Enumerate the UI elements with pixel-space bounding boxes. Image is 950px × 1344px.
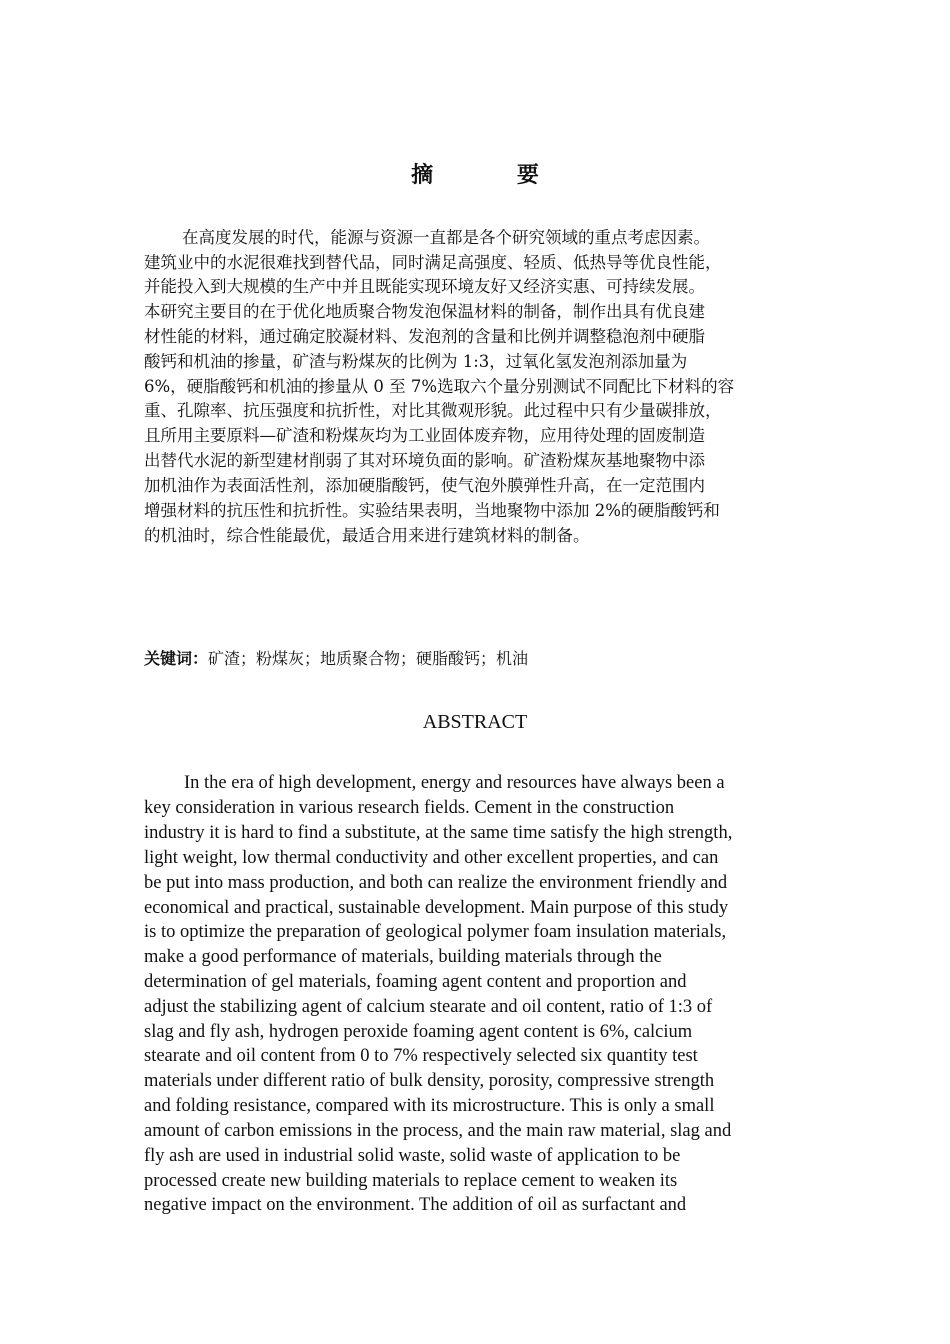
abstract-en-line: fly ash are used in industrial solid waste, solid waste of application to be <box>144 1146 681 1166</box>
abstract-cn-line: 酸钙和机油的掺量，矿渣与粉煤灰的比例为 1:3，过氧化氢发泡剂添加量为 <box>144 352 688 371</box>
abstract-cn-line: 本研究主要目的在于优化地质聚合物发泡保温材料的制备，制作出具有优良建 <box>144 302 705 321</box>
abstract-en-line: negative impact on the environment. The addition of oil as surfactant and <box>144 1195 687 1215</box>
abstract-cn-line: 加机油作为表面活性剂，添加硬脂酸钙，使气泡外膜弹性升高，在一定范围内 <box>144 476 705 495</box>
abstract-en-line: and folding resistance, compared with its microstructure. This is only a small <box>144 1096 715 1116</box>
keywords-text: 矿渣；粉煤灰；地质聚合物；硬脂酸钙；机油 <box>208 649 529 668</box>
abstract-en-line: industry it is hard to find a substitute, at the same time satisfy the high strength, <box>144 823 733 843</box>
abstract-en-line: determination of gel materials, foaming agent content and proportion and <box>144 972 687 992</box>
abstract-en-line: make a good performance of materials, building materials through the <box>144 947 662 967</box>
abstract-cn-title: 摘 要 <box>411 163 577 188</box>
abstract-cn-line: 并能投入到大规模的生产中并且既能实现环境友好又经济实惠、可持续发展。 <box>144 277 705 296</box>
abstract-cn-line: 的机油时，综合性能最优，最适合用来进行建筑材料的制备。 <box>144 526 590 545</box>
abstract-en-line: materials under different ratio of bulk density, porosity, compressive strength <box>144 1071 715 1091</box>
keywords-line <box>144 647 528 671</box>
abstract-en-line: amount of carbon emissions in the process, and the main raw material, slag and <box>144 1121 732 1141</box>
abstract-en-line: light weight, low thermal conductivity and other excellent properties, and can <box>144 848 719 868</box>
abstract-cn-line: 材性能的材料，通过确定胶凝材料、发泡剂的含量和比例并调整稳泡剂中硬脂 <box>144 327 705 346</box>
abstract-en-line: key consideration in various research fields. Cement in the construction <box>144 798 675 818</box>
abstract-en-line: In the era of high development, energy and resources have always been a <box>184 773 725 793</box>
abstract-en-line: stearate and oil content from 0 to 7% respectively selected six quantity test <box>144 1046 698 1066</box>
keywords-label: 关键词： <box>144 649 209 668</box>
abstract-cn-line: 且所用主要原料—矿渣和粉煤灰均为工业固体废弃物，应用待处理的固废制造 <box>144 426 705 445</box>
abstract-en-line: be put into mass production, and both can realize the environment friendly and <box>144 873 728 893</box>
abstract-en-line: is to optimize the preparation of geological polymer foam insulation materials, <box>144 922 727 942</box>
abstract-cn-line: 增强材料的抗压性和抗折性。实验结果表明，当地聚物中添加 2%的硬脂酸钙和 <box>144 501 720 520</box>
abstract-cn-line: 在高度发展的时代，能源与资源一直都是各个研究领域的重点考虑因素。 <box>182 228 710 247</box>
abstract-cn-line: 重、孔隙率、抗压强度和抗折性，对比其微观形貌。此过程中只有少量碳排放， <box>144 401 722 420</box>
abstract-en-line: adjust the stabilizing agent of calcium stearate and oil content, ratio of 1:3 of <box>144 997 713 1017</box>
abstract-cn-line: 出替代水泥的新型建材削弱了其对环境负面的影响。矿渣粉煤灰基地聚物中添 <box>144 451 705 470</box>
abstract-en-title: ABSTRACT <box>422 711 528 733</box>
abstract-cn-line: 建筑业中的水泥很难找到替代品，同时满足高强度、轻质、低热导等优良性能， <box>144 253 722 272</box>
abstract-en-line: processed create new building materials to replace cement to weaken its <box>144 1171 678 1191</box>
abstract-en-line: slag and fly ash, hydrogen peroxide foaming agent content is 6%, calcium <box>144 1022 693 1042</box>
abstract-cn-line: 6%，硬脂酸钙和机油的掺量从 0 至 7%选取六个量分别测试不同配比下材料的容 <box>144 377 735 396</box>
abstract-en-line: economical and practical, sustainable development. Main purpose of this study <box>144 898 729 918</box>
